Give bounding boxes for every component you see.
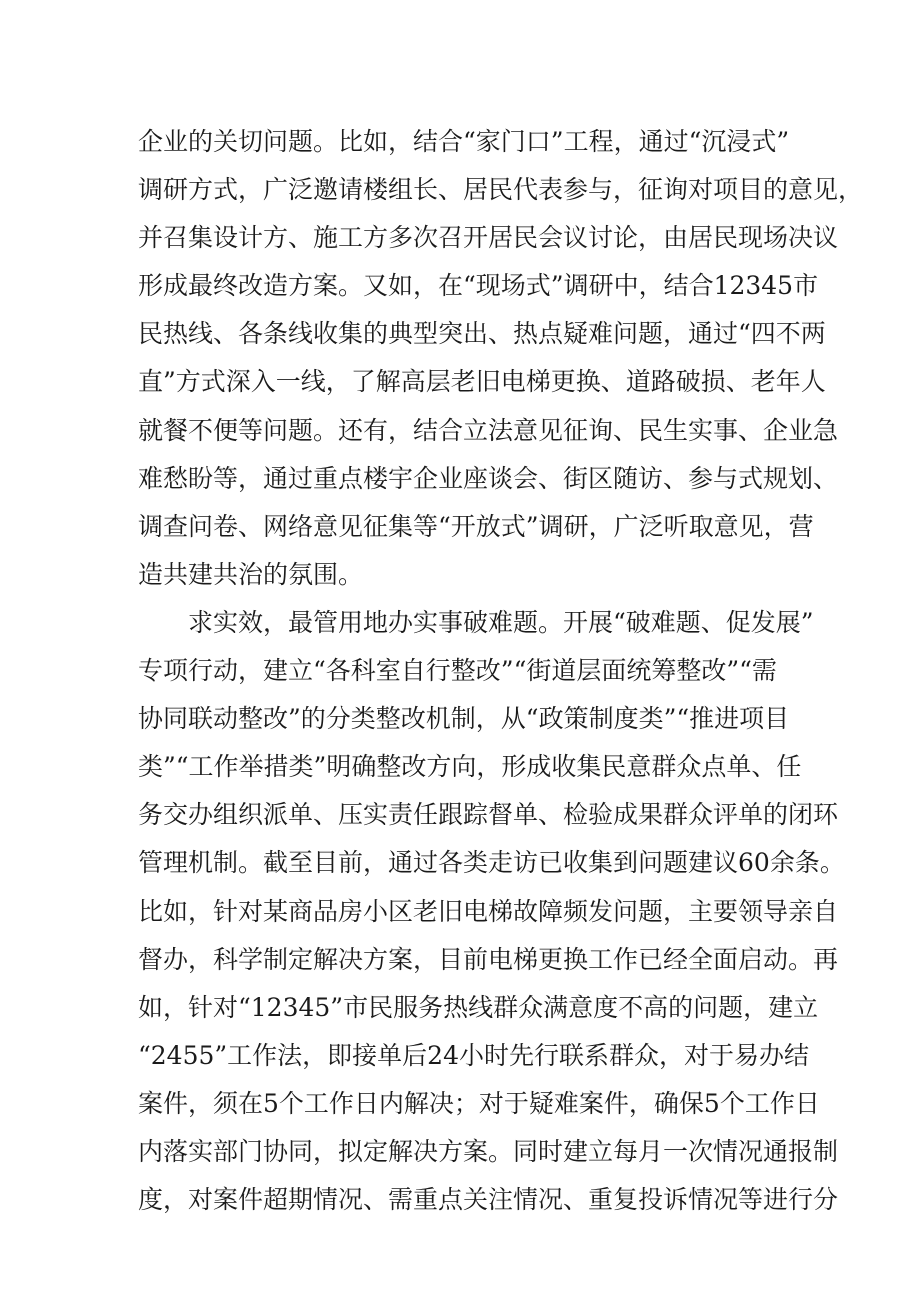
- text-line: “2455”工作法，即接单后24小时先行联系群众，对于易办结: [138, 1040, 809, 1070]
- text-line: 如，针对“12345”市民服务热线群众满意度不高的问题，建立: [138, 992, 819, 1022]
- text-line: 民热线、各条线收集的典型突出、热点疑难问题，通过“四不两: [138, 319, 826, 349]
- text-line: 企业的关切问题。比如，结合“家门口”工程，通过“沉浸式”: [138, 127, 790, 156]
- text-line: 度，对案件超期情况、需重点关注情况、重复投诉情况等进行分: [138, 1185, 839, 1215]
- text-line: 内落实部门协同，拟定解决方案。同时建立每月一次情况通报制: [138, 1136, 839, 1166]
- text-line: 管理机制。截至目前，通过各类走访已收集到问题建议60余条。: [138, 848, 845, 878]
- text-line: 专项行动，建立“各科室自行整改”“街道层面统筹整改”“需: [138, 656, 777, 686]
- text-line: 并召集设计方、施工方多次召开居民会议讨论，由居民现场决议: [138, 223, 839, 253]
- text-line: 类”“工作举措类”明确整改方向，形成收集民意群众点单、任: [138, 752, 802, 782]
- paragraph-start-line: 求实效，最管用地办实事破难题。开展“破难题、促发展”: [138, 607, 814, 637]
- text-line: 调研方式，广泛邀请楼组长、居民代表参与，征询对项目的意见，: [138, 175, 864, 205]
- text-line: 调查问卷、网络意见征集等“开放式”调研，广泛听取意见，营: [138, 511, 814, 541]
- text-line: 直”方式深入一线，了解高层老旧电梯更换、道路破损、老年人: [138, 367, 826, 397]
- text-line: 形成最终改造方案。又如，在“现场式”调研中，结合12345市: [138, 271, 819, 301]
- text-line: 造共建共治的氛围。: [138, 559, 364, 589]
- text-line: 务交办组织派单、压实责任跟踪督单、检验成果群众评单的闭环: [138, 800, 839, 830]
- text-line: 案件，须在5个工作日内解决；对于疑难案件，确保5个工作日: [138, 1088, 820, 1118]
- text-line: 协同联动整改”的分类整改机制，从“政策制度类”“推进项目: [138, 704, 790, 734]
- text-line: 就餐不便等问题。还有，结合立法意见征询、民生实事、企业急: [138, 415, 839, 445]
- text-line: 难愁盼等，通过重点楼宇企业座谈会、街区随访、参与式规划、: [138, 463, 839, 493]
- text-line: 比如，针对某商品房小区老旧电梯故障频发问题，主要领导亲自: [138, 896, 839, 926]
- body-text: [138, 118, 864, 1224]
- text-line: 督办，科学制定解决方案，目前电梯更换工作已经全面启动。再: [138, 944, 839, 974]
